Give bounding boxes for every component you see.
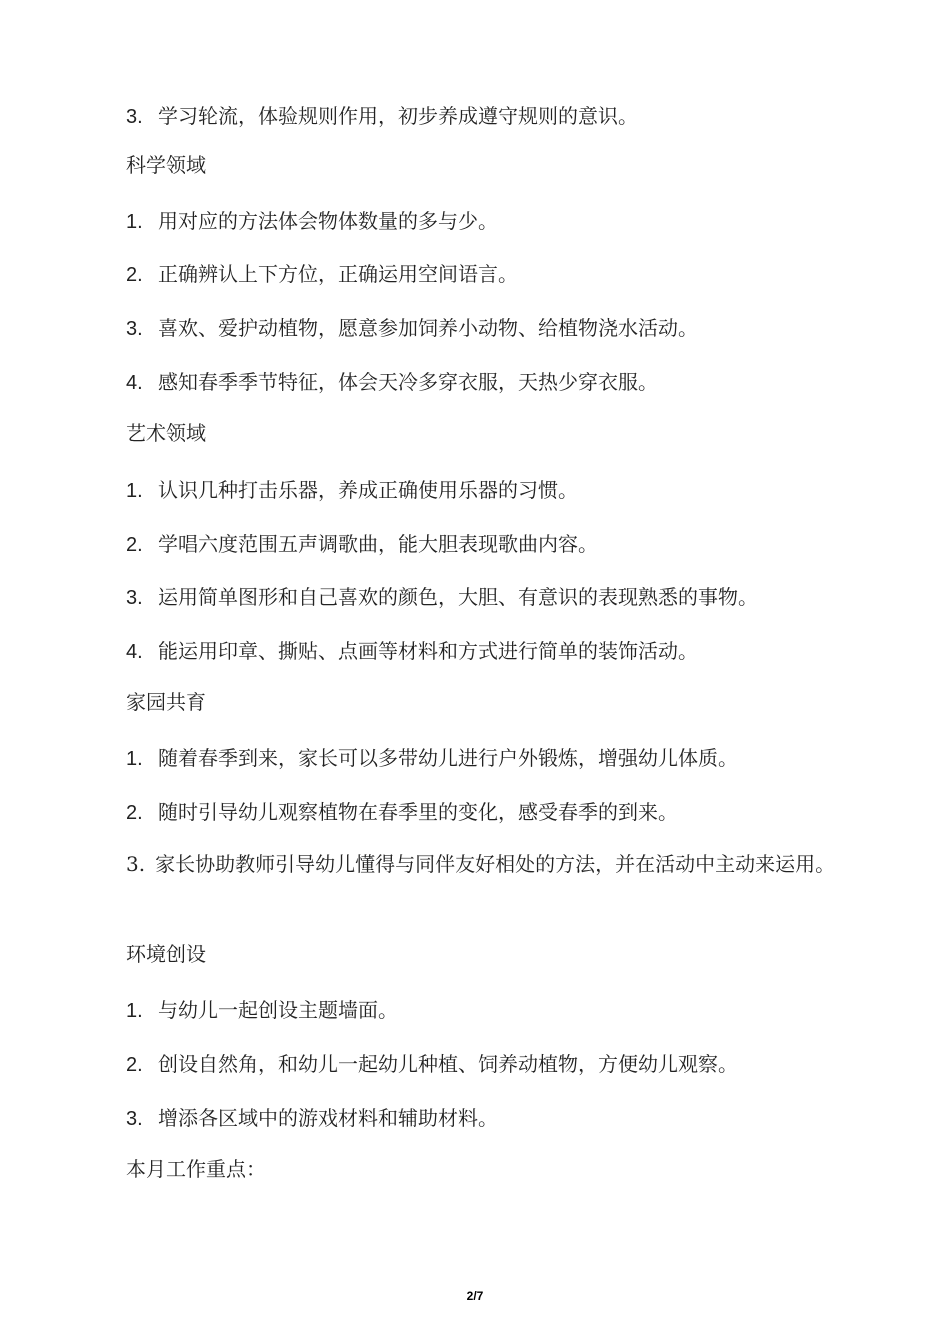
item-text: 用对应的方法体会物体数量的多与少。 <box>158 209 498 233</box>
list-item-wrapped <box>81 842 871 886</box>
item-number: 2. <box>126 534 143 556</box>
section-heading-art: 艺术领域 <box>126 421 206 445</box>
item-text: 认识几种打击乐器，养成正确使用乐器的习惯。 <box>158 478 578 502</box>
section-heading-science: 科学领域 <box>126 153 206 177</box>
list-item <box>126 476 578 505</box>
item-text: 感知春季季节特征，体会天冷多穿衣服，天热少穿衣服。 <box>158 370 658 394</box>
item-text: 创设自然角，和幼儿一起幼儿种植、饲养动植物，方便幼儿观察。 <box>158 1052 738 1076</box>
list-item <box>126 744 738 773</box>
list-item <box>126 260 518 289</box>
list-item <box>126 637 698 666</box>
item-number: 1. <box>126 1000 143 1022</box>
item-text: 学唱六度范围五声调歌曲，能大胆表现歌曲内容。 <box>158 532 598 556</box>
item-text: 学习轮流，体验规则作用，初步养成遵守规则的意识。 <box>158 104 638 128</box>
list-item <box>126 530 598 559</box>
item-number: 1. <box>126 211 143 233</box>
list-item <box>126 207 498 236</box>
item-text: 正确辨认上下方位，正确运用空间语言。 <box>158 262 518 286</box>
list-item <box>126 583 758 612</box>
item-number: 1. <box>126 480 143 502</box>
item-text: 家长协助教师引导幼儿懂得与同伴友好相处的方法，并在活动中主动来运用。 <box>155 852 836 876</box>
item-number: 2. <box>126 802 143 824</box>
item-text: 能运用印章、撕贴、点画等材料和方式进行简单的装饰活动。 <box>158 639 698 663</box>
section-heading-focus: 本月工作重点： <box>126 1157 266 1181</box>
list-item <box>126 1104 498 1133</box>
item-text: 随着春季到来，家长可以多带幼儿进行户外锻炼，增强幼儿体质。 <box>158 746 738 770</box>
item-number: 2. <box>126 264 143 286</box>
item-number: 4. <box>126 641 143 663</box>
item-number: 3. <box>126 852 146 876</box>
item-number: 3. <box>126 587 143 609</box>
section-heading-environment: 环境创设 <box>126 942 206 966</box>
item-number: 4. <box>126 372 143 394</box>
item-text: 与幼儿一起创设主题墙面。 <box>158 998 398 1022</box>
item-number: 1. <box>126 748 143 770</box>
item-text: 增添各区域中的游戏材料和辅助材料。 <box>158 1106 498 1130</box>
page-number: 2/7 <box>466 1289 484 1303</box>
list-item <box>126 102 638 131</box>
item-text: 随时引导幼儿观察植物在春季里的变化，感受春季的到来。 <box>158 800 678 824</box>
list-item <box>126 798 678 827</box>
item-text: 喜欢、爱护动植物，愿意参加饲养小动物、给植物浇水活动。 <box>158 316 698 340</box>
list-item <box>126 1050 738 1079</box>
list-item <box>126 314 698 343</box>
section-heading-home: 家园共育 <box>126 690 206 714</box>
list-item <box>126 368 658 397</box>
list-item <box>126 996 398 1025</box>
item-number: 2. <box>126 1054 143 1076</box>
item-number: 3. <box>126 318 143 340</box>
item-text: 运用简单图形和自己喜欢的颜色，大胆、有意识的表现熟悉的事物。 <box>158 585 758 609</box>
item-number: 3. <box>126 1108 143 1130</box>
item-number: 3. <box>126 106 143 128</box>
